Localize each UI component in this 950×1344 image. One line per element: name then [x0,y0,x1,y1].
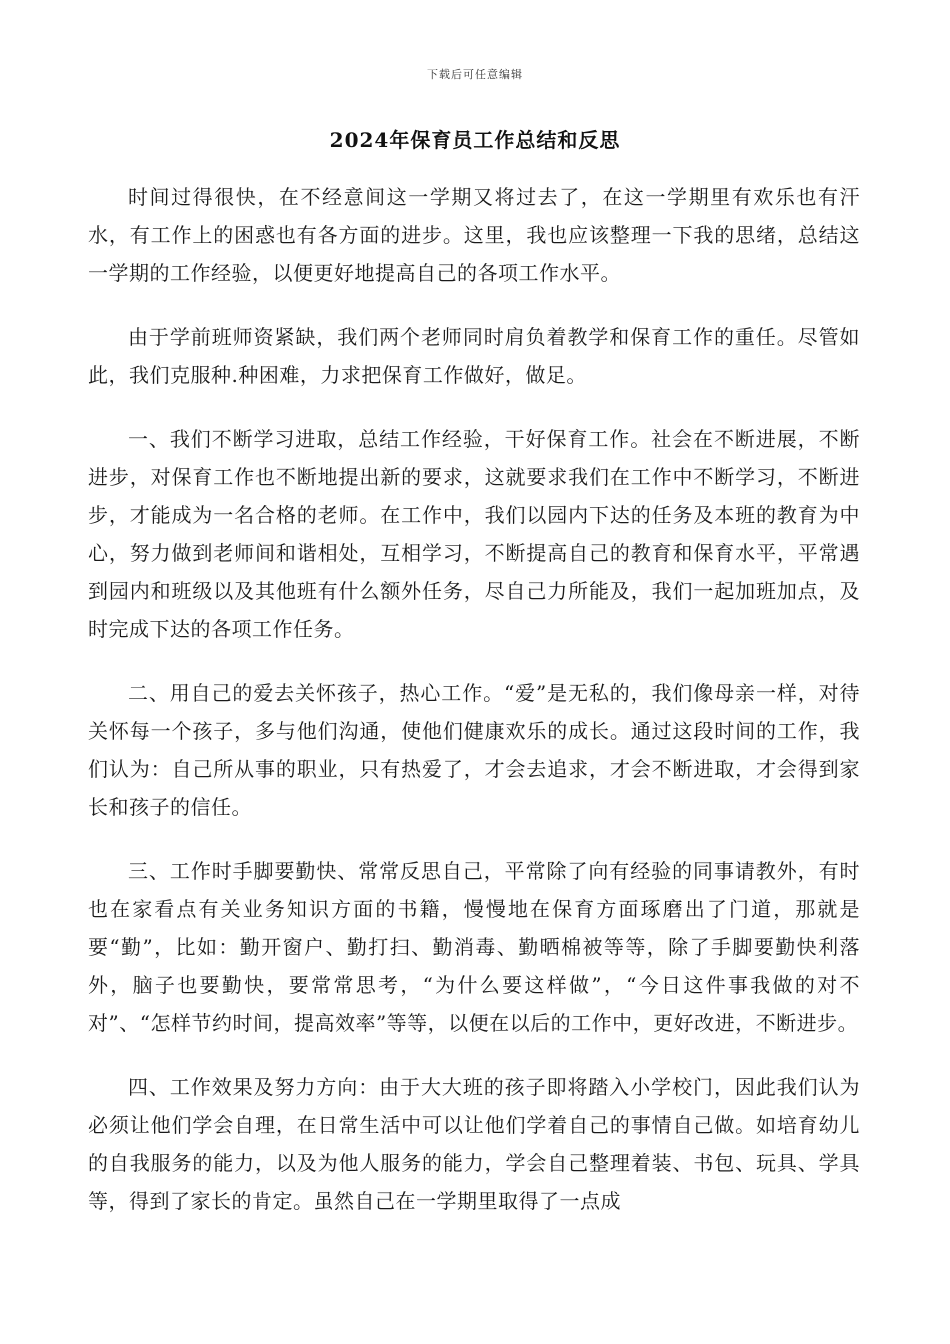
document-body [88,178,860,1246]
header-note: 下载后可任意编辑 [427,68,523,81]
paragraph-intro: 时间过得很快，在不经意间这一学期又将过去了，在这一学期里有欢乐也有汗水，有工作上的困惑也有各方面的进步。这里，我也应该整理一下我的思绪，总结这一学期的工作经验，以便更好地提高自己的各项工作水平。 [88,185,860,285]
paragraph-point-four: 四、工作效果及努力方向：由于大大班的孩子即将踏入小学校门，因此我们认为必须让他们学会自理，在日常生活中可以让他们学着自己的事情自己做。如培育幼儿的自我服务的能力，以及为他人服务的能力，学会自己整理着装、书包、玩具、学具等，得到了家长的肯定。虽然自己在一学期里取得了一点成 [88,1075,860,1213]
paragraph-staffing: 由于学前班师资紧缺，我们两个老师同时肩负着教学和保育工作的重任。尽管如此，我们克服种.种困难，力求把保育工作做好，做足。 [88,325,860,387]
page-title: 2024年保育员工作总结和反思 [329,128,621,152]
paragraph-point-three: 三、工作时手脚要勤快、常常反思自己，平常除了向有经验的同事请教外，有时也在家看点有关业务知识方面的书籍，慢慢地在保育方面琢磨出了门道，那就是要“勤”，比如：勤开窗户、勤打扫、勤消毒、勤晒棉被等等，除了手脚要勤快利落外，脑子也要勤快，要常常思考，“为什么要这样做”，“今日这件事我做的对不对”、“怎样节约时间，提高效率”等等，以便在以后的工作中，更好改进，不断进步。 [88,859,860,1035]
paragraph-point-two: 二、用自己的爱去关怀孩子，热心工作。“爱”是无私的，我们像母亲一样，对待关怀每一个孩子，多与他们沟通，使他们健康欢乐的成长。通过这段时间的工作，我们认为：自己所从事的职业，只有热爱了，才会去追求，才会不断进取，才会得到家长和孩子的信任。 [88,681,860,819]
paragraph-point-one: 一、我们不断学习进取，总结工作经验，干好保育工作。社会在不断进展，不断进步，对保育工作也不断地提出新的要求，这就要求我们在工作中不断学习，不断进步，才能成为一名合格的老师。在工作中，我们以园内下达的任务及本班的教育为中心，努力做到老师间和谐相处，互相学习，不断提高自己的教育和保育水平，平常遇到园内和班级以及其他班有什么额外任务，尽自己力所能及，我们一起加班加点，及时完成下达的各项工作任务。 [88,427,860,641]
